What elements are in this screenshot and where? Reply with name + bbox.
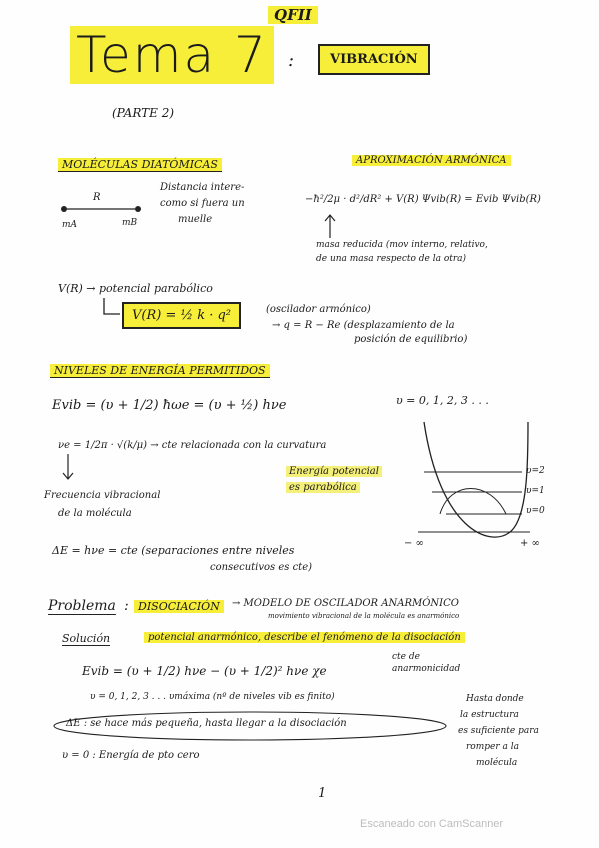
side-note-2: la estructura	[460, 710, 519, 720]
atom-a: mA	[62, 220, 78, 230]
level-label-1: υ=1	[526, 486, 545, 496]
v-values: υ = 0, 1, 2, 3 . . .	[396, 394, 489, 407]
side-note-3: es suficiente para	[458, 726, 539, 736]
diatomic-heading: MOLÉCULAS DIATÓMICAS	[58, 158, 222, 172]
oscillator-label: (oscilador armónico)	[266, 304, 371, 315]
level-label-2: υ=2	[526, 466, 545, 476]
q-definition: → q = R − Re (desplazamiento de la	[272, 320, 455, 331]
q-definition-2: posición de equilibrio)	[354, 334, 468, 345]
page-number: 1	[318, 786, 327, 801]
zero-point-energy: υ = 0 : Energía de pto cero	[62, 750, 200, 761]
energy-levels-heading: NIVELES DE ENERGÍA PERMITIDOS	[50, 364, 270, 378]
v-max-line: υ = 0, 1, 2, 3 . . . υmáxima (nº de niveles vib es finito)	[90, 692, 335, 702]
solution-label: Solución	[62, 632, 111, 645]
reduced-mass-note-1: masa reducida (mov interno, relativo,	[316, 240, 488, 250]
freq-label-1: Frecuencia vibracional	[44, 490, 161, 501]
problem-model-note: movimiento vibracional de la molécula es anarmónico	[268, 612, 460, 620]
scanner-footer: Escaneado con CamScanner	[360, 818, 504, 830]
side-note-1: Hasta donde	[466, 694, 524, 704]
potential-equation: V(R) = ½ k · q²	[122, 302, 241, 329]
inf-left: − ∞	[404, 538, 424, 549]
freq-arrow	[60, 452, 76, 482]
potential-well-graph	[410, 420, 590, 550]
evib-equation: Evib = (υ + 1/2) ħωe = (υ + ½) hνe	[52, 398, 287, 413]
course-tag: QFII	[268, 6, 318, 24]
delta-e-line-2: consecutivos es cte)	[210, 562, 313, 573]
anharmonic-delta-e: ΔE : se hace más pequeña, hasta llegar a la disociación	[66, 718, 347, 729]
side-note-5: molécula	[476, 758, 518, 768]
problem-label: Problema	[48, 598, 116, 614]
inf-right: + ∞	[520, 538, 540, 549]
potential-label: V(R) → potencial parabólico	[58, 282, 213, 295]
parabolic-note-2: es parabólica	[286, 482, 360, 493]
side-note-4: romper a la	[466, 742, 519, 752]
diatomic-desc-3: muelle	[178, 214, 213, 225]
evib-anharmonic: Evib = (υ + 1/2) hνe − (υ + 1/2)² hνe χe	[82, 664, 327, 678]
page-title: Tema 7	[70, 26, 274, 84]
nu-e-equation: νe = 1/2π · √(k/μ) → cte relacionada con la curvatura	[58, 440, 327, 451]
delta-e-line: ΔE = hνe = cte (separaciones entre niveles	[52, 544, 295, 557]
bond-label: R	[93, 192, 101, 203]
diatomic-desc-2: como si fuera un	[160, 198, 245, 209]
diatomic-desc-1: Distancia intere-	[160, 182, 245, 193]
anharmonic-const-1: cte de	[392, 652, 420, 662]
solution-text: potencial anarmónico, describe el fenómeno de la disociación	[144, 632, 465, 643]
reduced-mass-arrow	[322, 212, 342, 240]
problem-model: → MODELO DE OSCILADOR ANARMÓNICO	[232, 598, 459, 609]
harmonic-heading: APROXIMACIÓN ARMÓNICA	[352, 155, 511, 166]
freq-label-2: de la molécula	[58, 508, 132, 519]
level-label-0: υ=0	[526, 506, 545, 516]
diatomic-diagram	[60, 204, 150, 216]
topic-box: VIBRACIÓN	[318, 44, 430, 75]
part-label: (PARTE 2)	[112, 106, 175, 120]
title-colon: :	[288, 50, 295, 71]
anharmonic-const-2: anarmonicidad	[392, 664, 461, 674]
problem-topic: DISOCIACIÓN	[134, 600, 224, 613]
potential-bracket	[100, 296, 124, 320]
reduced-mass-note-2: de una masa respecto de la otra)	[316, 254, 467, 264]
atom-b: mB	[122, 218, 138, 228]
parabolic-note-1: Energía potencial	[286, 466, 382, 477]
problem-colon: :	[124, 598, 129, 614]
schrodinger-equation: −ħ²/2μ · d²/dR² + V(R) Ψvib(R) = Evib Ψvib(R)	[305, 194, 541, 205]
